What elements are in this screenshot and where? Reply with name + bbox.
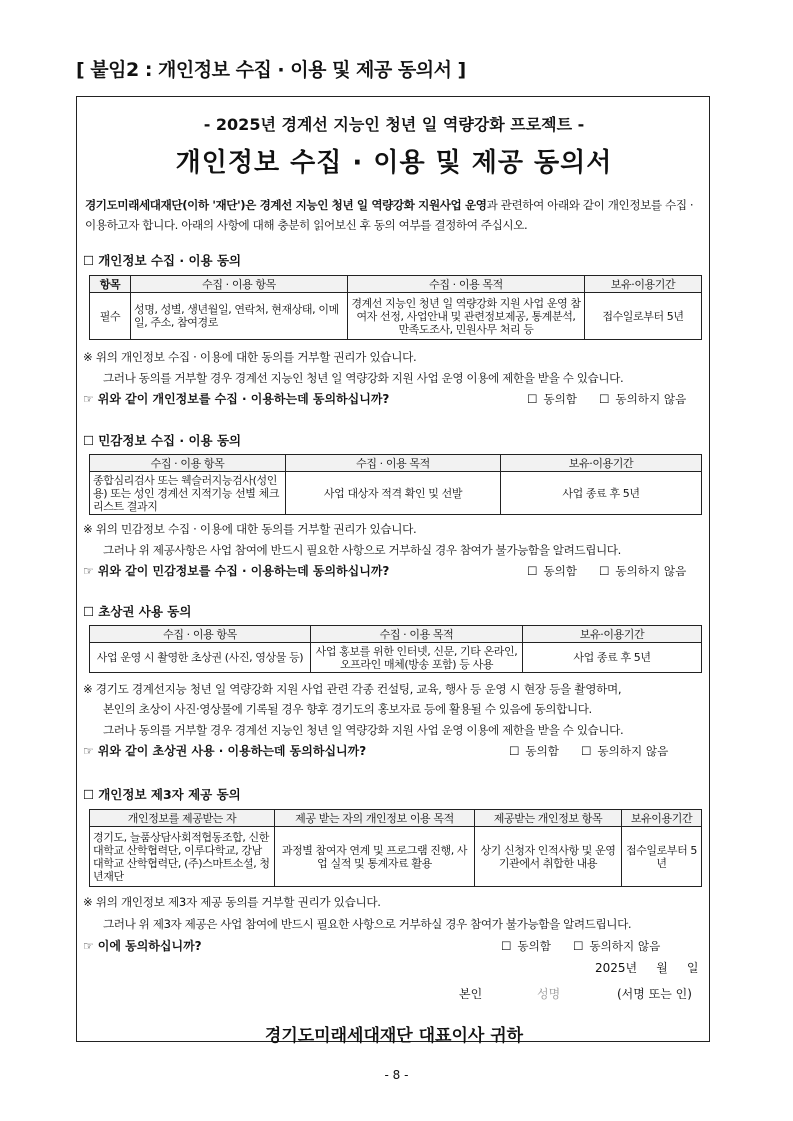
sign-name-field[interactable]: 성명 (537, 987, 561, 1001)
s3-question-text: 위와 같이 초상권 사용 · 이용하는데 동의하십니까? (97, 744, 367, 758)
s3-note-consent: 본인의 초상이 사진·영상물에 기록될 경우 향후 경기도의 홍보자료 등에 활용될 수 있음에 동의합니다. (103, 702, 592, 716)
s1-header-purpose: 수집 · 이용 목적 (348, 276, 585, 293)
s1-question-text: 위와 같이 개인정보를 수집 · 이용하는데 동의하십니까? (97, 392, 390, 406)
disagree-label: 동의하지 않음 (589, 939, 661, 953)
s1-header-category: 항목 (90, 276, 131, 293)
form-subtitle: - 2025년 경계선 지능인 청년 일 역량강화 프로젝트 - (203, 115, 585, 134)
section4-table (89, 809, 702, 887)
section-checkbox-icon: ☐ (83, 433, 95, 448)
s4-cell-items: 상기 신청자 인적사항 및 운영기관에서 취합한 내용 (475, 827, 622, 887)
s4-cell-purpose: 과정별 참여자 연계 및 프로그램 진행, 사업 실적 및 통계자료 활용 (275, 827, 475, 887)
intro-paragraph (85, 195, 703, 235)
s3-disagree-option[interactable] (581, 743, 668, 759)
section3-table (89, 625, 702, 673)
intro-part1: 경기도미래세대재단(이하 '재단')은 (85, 198, 260, 212)
pointing-hand-icon: ☞ (83, 744, 94, 758)
s1-cell-category: 필수 (90, 293, 131, 340)
s4-cell-recipient: 경기도, 늘품상담사회적협동조합, 신한대학교 산학협력단, 이루다학교, 강남대학교 산학협력단, (주)스마트소셜, 청년재단 (90, 827, 275, 887)
s4-question (83, 937, 202, 954)
section2-table (89, 454, 702, 515)
s2-header-period: 보유·이용기간 (501, 455, 702, 472)
checkbox-icon[interactable]: ☐ (509, 744, 520, 758)
s4-note-required: 그러나 위 제3자 제공은 사업 참여에 반드시 필요한 사항으로 거부하실 경우 참여가 불가능함을 알려드립니다. (103, 917, 632, 931)
s3-cell-items: 사업 운영 시 촬영한 초상권 (사진, 영상물 등) (90, 643, 311, 673)
s2-header-purpose: 수집 · 이용 목적 (286, 455, 501, 472)
s3-header-period: 보유·이용기간 (523, 626, 702, 643)
s1-note-right: ※ 위의 개인정보 수집 · 이용에 대한 동의를 거부할 권리가 있습니다. (83, 350, 417, 364)
s3-header-purpose: 수집 · 이용 목적 (311, 626, 523, 643)
section1-heading-text: 개인정보 수집 · 이용 동의 (98, 253, 242, 268)
agree-label: 동의함 (525, 744, 560, 758)
s2-note-right: ※ 위의 민감정보 수집 · 이용에 대한 동의를 거부할 권리가 있습니다. (83, 522, 417, 536)
s2-header-items: 수집 · 이용 항목 (90, 455, 286, 472)
s4-header-items: 제공받는 개인정보 항목 (475, 810, 622, 827)
section-checkbox-icon: ☐ (83, 787, 95, 802)
checkbox-icon[interactable]: ☐ (599, 392, 610, 406)
checkbox-icon[interactable]: ☐ (599, 564, 610, 578)
s2-question-text: 위와 같이 민감정보를 수집 · 이용하는데 동의하십니까? (97, 564, 390, 578)
section1-table (89, 275, 702, 340)
sign-signature-field[interactable]: (서명 또는 인) (617, 987, 692, 1001)
section2-heading (83, 431, 241, 449)
intro-part3: 과 관련하여 아래와 같이 개인정보를 수집 · 이용하고자 합니다. 아래의 사항에 대해 충분히 읽어보신 후 동의 여부를 결정하여 주십시오. (85, 198, 694, 232)
s1-header-items: 수집 · 이용 항목 (131, 276, 348, 293)
s4-header-recipient: 개인정보를 제공받는 자 (90, 810, 275, 827)
agree-label: 동의함 (517, 939, 552, 953)
s4-question-text: 이에 동의하십니까? (97, 939, 202, 953)
attachment-title: [ 붙임2 : 개인정보 수집 · 이용 및 제공 동의서 ] (76, 59, 466, 81)
pointing-hand-icon: ☞ (83, 939, 94, 953)
sign-person-label: 본인 (459, 987, 483, 1001)
s1-question (83, 390, 389, 407)
s3-header-items: 수집 · 이용 항목 (90, 626, 311, 643)
section1-heading (83, 251, 241, 269)
section2-heading-text: 민감정보 수집 · 이용 동의 (98, 433, 242, 448)
s4-note-right: ※ 위의 개인정보 제3자 제공 동의를 거부할 권리가 있습니다. (83, 895, 381, 909)
s1-agree-option[interactable] (527, 391, 577, 407)
section4-heading (83, 785, 241, 803)
s3-note-restriction: 그러나 동의를 거부할 경우 경계선 지능인 청년 일 역량강화 지원 사업 운영 이용에 제한을 받을 수 있습니다. (103, 723, 624, 737)
s1-cell-purpose: 경계선 지능인 청년 일 역량강화 지원 사업 운영 참여자 선정, 사업안내 및 관련정보제공, 통계분석, 만족도조사, 민원사무 처리 등 (348, 293, 585, 340)
s3-cell-purpose: 사업 홍보를 위한 인터넷, 신문, 기타 온라인, 오프라인 매체(방송 포함) 등 사용 (311, 643, 523, 673)
form-title: 개인정보 수집 · 이용 및 제공 동의서 (175, 148, 613, 178)
section-checkbox-icon: ☐ (83, 604, 95, 619)
consent-form (76, 96, 710, 1046)
sign-date[interactable]: 2025년 월 일 (595, 961, 699, 975)
s2-note-required: 그러나 위 제공사항은 사업 참여에 반드시 필요한 사항으로 거부하실 경우 참여가 불가능함을 알려드립니다. (103, 543, 621, 557)
s1-note-restriction: 그러나 동의를 거부할 경우 경계선 지능인 청년 일 역량강화 지원 사업 운영 이용에 제한을 받을 수 있습니다. (103, 371, 624, 385)
s2-cell-items: 종합심리검사 또는 웩슬러지능검사(성인용) 또는 성인 경계선 지적기능 선별 체크 리스트 결과지 (90, 472, 286, 515)
agree-label: 동의함 (543, 392, 578, 406)
agree-label: 동의함 (543, 564, 578, 578)
disagree-label: 동의하지 않음 (597, 744, 669, 758)
disagree-label: 동의하지 않음 (615, 392, 687, 406)
pointing-hand-icon: ☞ (83, 392, 94, 406)
pointing-hand-icon: ☞ (83, 564, 94, 578)
section3-heading-text: 초상권 사용 동의 (98, 604, 192, 619)
checkbox-icon[interactable]: ☐ (527, 564, 538, 578)
s4-disagree-option[interactable] (573, 938, 660, 954)
s1-disagree-option[interactable] (599, 391, 686, 407)
s4-header-period: 보유이용기간 (622, 810, 702, 827)
s2-cell-period: 사업 종료 후 5년 (501, 472, 702, 515)
s3-agree-option[interactable] (509, 743, 559, 759)
addressee: 경기도미래세대재단 대표이사 귀하 (264, 1026, 524, 1046)
s3-cell-period: 사업 종료 후 5년 (523, 643, 702, 673)
section-checkbox-icon: ☐ (83, 253, 95, 268)
s4-cell-period: 접수일로부터 5년 (622, 827, 702, 887)
s2-agree-option[interactable] (527, 563, 577, 579)
page-number: - 8 - (384, 1068, 409, 1082)
section4-heading-text: 개인정보 제3자 제공 동의 (98, 787, 241, 802)
checkbox-icon[interactable]: ☐ (573, 939, 584, 953)
section3-heading (83, 602, 191, 620)
s2-cell-purpose: 사업 대상자 적격 확인 및 선발 (286, 472, 501, 515)
checkbox-icon[interactable]: ☐ (501, 939, 512, 953)
s1-cell-items: 성명, 성별, 생년월일, 연락처, 현재상태, 이메일, 주소, 참여경로 (131, 293, 348, 340)
s1-header-period: 보유·이용기간 (585, 276, 702, 293)
s4-agree-option[interactable] (501, 938, 551, 954)
checkbox-icon[interactable]: ☐ (581, 744, 592, 758)
s2-disagree-option[interactable] (599, 563, 686, 579)
disagree-label: 동의하지 않음 (615, 564, 687, 578)
checkbox-icon[interactable]: ☐ (527, 392, 538, 406)
s1-cell-period: 접수일로부터 5년 (585, 293, 702, 340)
s2-question (83, 562, 389, 579)
s4-header-purpose: 제공 받는 자의 개인정보 이용 목적 (275, 810, 475, 827)
s3-note-filming: ※ 경기도 경계선지능 청년 일 역량강화 지원 사업 관련 각종 컨설팅, 교육, 행사 등 운영 시 현장 등을 촬영하며, (83, 682, 622, 696)
s3-question (83, 742, 366, 759)
intro-part2: 경계선 지능인 청년 일 역량강화 지원사업 운영 (259, 198, 487, 212)
